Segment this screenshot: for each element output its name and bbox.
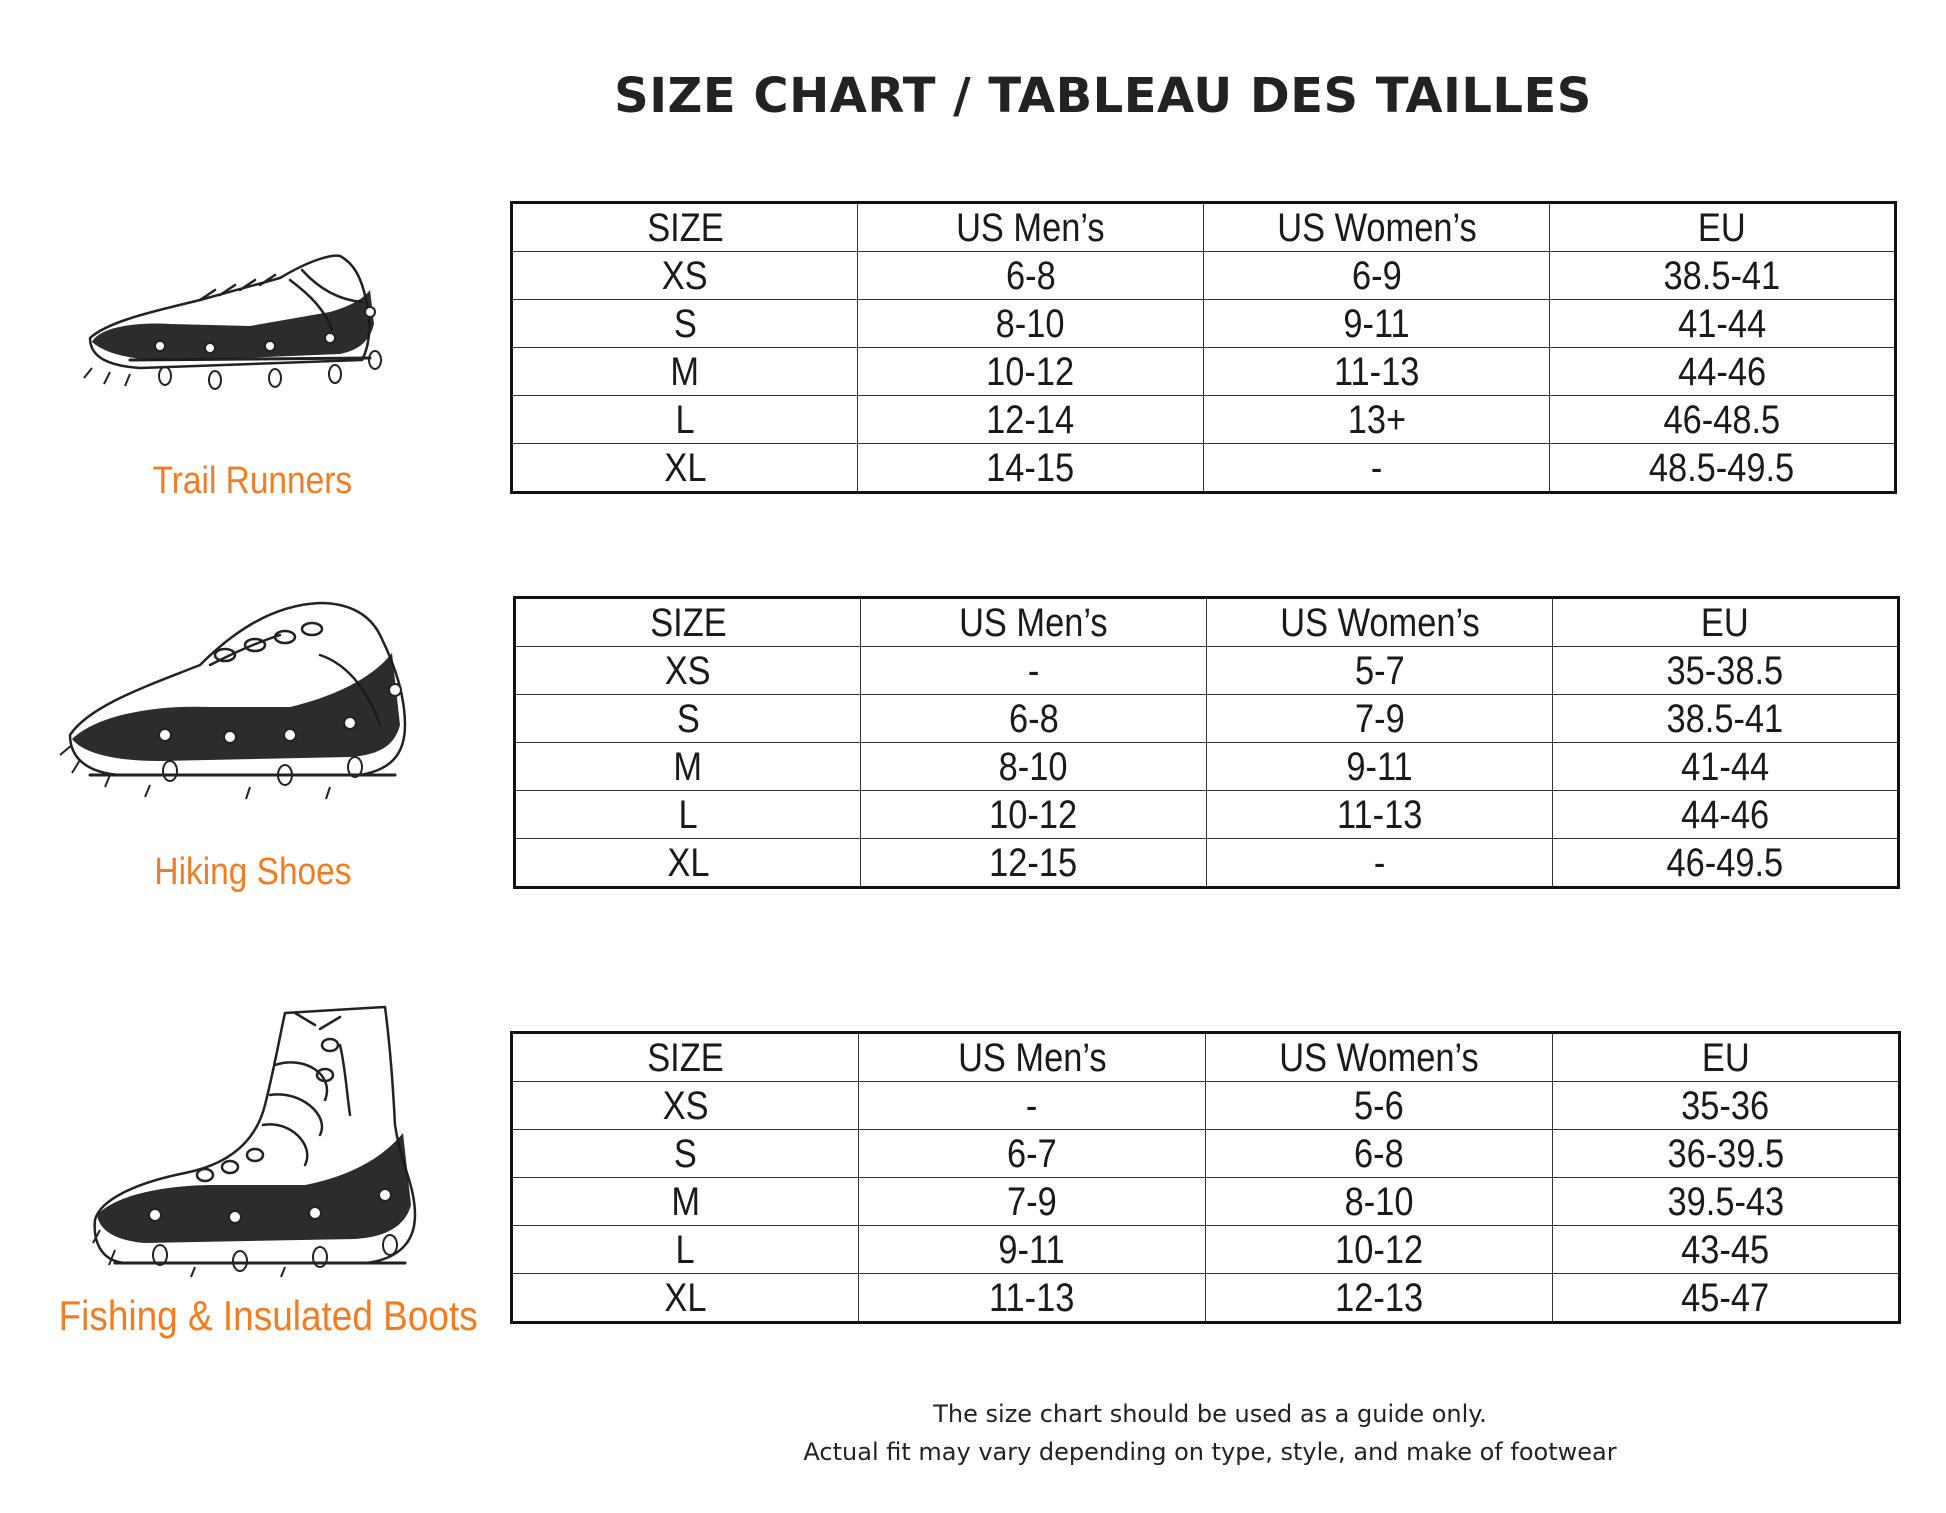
header-us-mens: US Men’s xyxy=(859,1033,1206,1082)
table-row: XL 12-15 - 46-49.5 xyxy=(515,839,1899,888)
table-row: XL 11-13 12-13 45-47 xyxy=(512,1274,1900,1323)
table-header-row xyxy=(512,203,1896,252)
header-us-mens: US Men’s xyxy=(861,598,1207,647)
header-size: SIZE xyxy=(512,203,858,252)
table-row: S 8-10 9-11 41-44 xyxy=(512,300,1896,348)
header-size: SIZE xyxy=(515,598,861,647)
header-size: SIZE xyxy=(512,1033,859,1082)
table-header-row xyxy=(512,1033,1900,1082)
table-row: S 6-7 6-8 36-39.5 xyxy=(512,1130,1900,1178)
table-row: L 12-14 13+ 46-48.5 xyxy=(512,396,1896,444)
header-us-womens: US Women’s xyxy=(1204,203,1550,252)
header-eu: EU xyxy=(1550,203,1896,252)
size-table-hiking-shoes xyxy=(513,596,1900,889)
header-us-womens: US Women’s xyxy=(1206,1033,1553,1082)
table-row: M 8-10 9-11 41-44 xyxy=(515,743,1899,791)
category-label-trail-runners: Trail Runners xyxy=(152,460,353,502)
footnote-line-1: The size chart should be used as a guide only. xyxy=(933,1400,1487,1428)
footnote-line-2: Actual fit may vary depending on type, style, and make of footwear xyxy=(803,1438,1617,1466)
header-us-womens: US Women’s xyxy=(1207,598,1553,647)
header-eu: EU xyxy=(1553,598,1899,647)
table-row: XL 14-15 - 48.5-49.5 xyxy=(512,444,1896,493)
table-row: M 10-12 11-13 44-46 xyxy=(512,348,1896,396)
table-row: XS - 5-7 35-38.5 xyxy=(515,647,1899,695)
table-row: S 6-8 7-9 38.5-41 xyxy=(515,695,1899,743)
category-label-hiking-shoes: Hiking Shoes xyxy=(153,851,352,893)
trail-runner-shoe-icon xyxy=(70,250,430,410)
size-table-fishing-insulated-boots xyxy=(510,1031,1901,1324)
page-title: SIZE CHART / TABLEAU DES TAILLES xyxy=(614,68,1592,124)
table-header-row xyxy=(515,598,1899,647)
table-row: L 10-12 11-13 44-46 xyxy=(515,791,1899,839)
table-row: XS - 5-6 35-36 xyxy=(512,1082,1900,1130)
insulated-boot-icon xyxy=(85,1005,425,1280)
table-row: M 7-9 8-10 39.5-43 xyxy=(512,1178,1900,1226)
header-us-mens: US Men’s xyxy=(858,203,1204,252)
table-row: XS 6-8 6-9 38.5-41 xyxy=(512,252,1896,300)
hiking-shoe-icon xyxy=(50,595,450,805)
table-row: L 9-11 10-12 43-45 xyxy=(512,1226,1900,1274)
size-table-trail-runners xyxy=(510,201,1897,494)
category-label-fishing-insulated-boots: Fishing & Insulated Boots xyxy=(58,1292,478,1339)
header-eu: EU xyxy=(1553,1033,1900,1082)
footnote xyxy=(740,1395,1680,1471)
